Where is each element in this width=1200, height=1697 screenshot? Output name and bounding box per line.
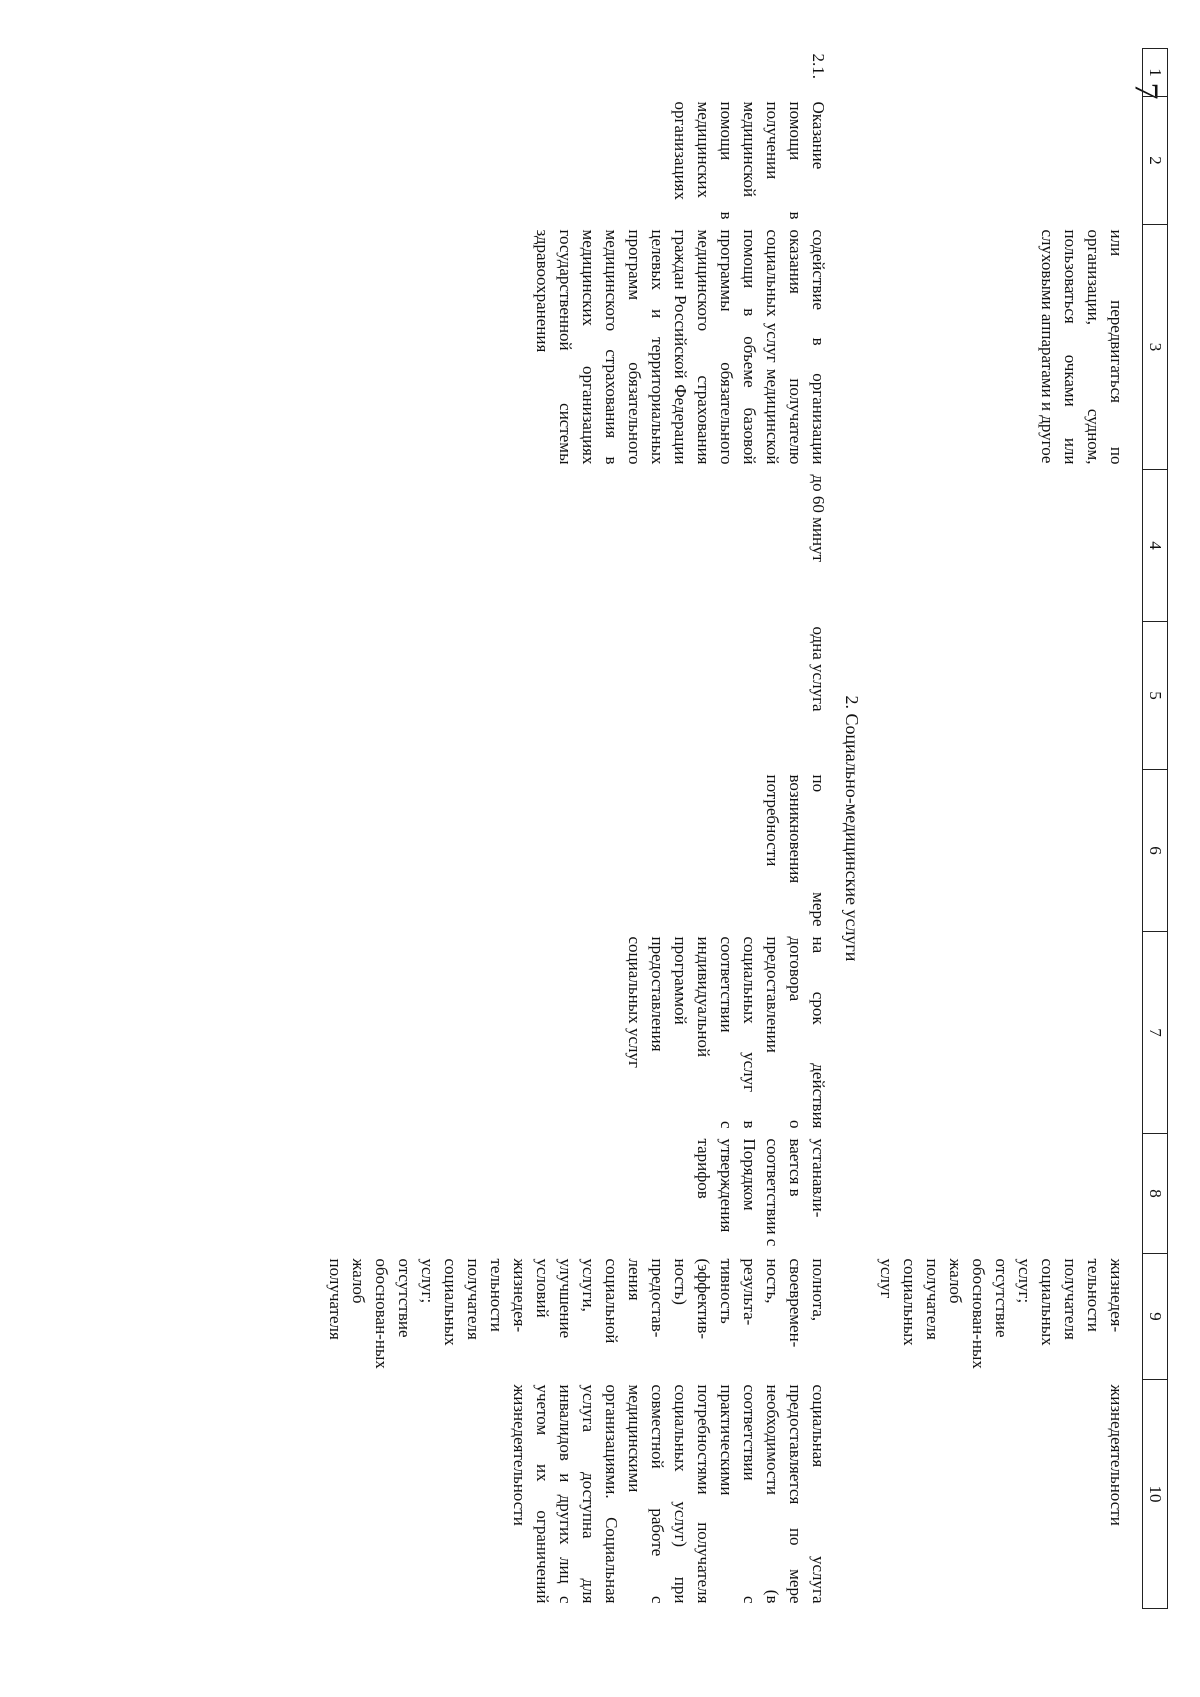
header-row (1143, 49, 1168, 1609)
cont-quality: жизнедея-тельности получателя социальных услуг; отсутствие обоснован-ных жалоб получателя социальных услуг (877, 1258, 1126, 1369)
rotated-table-sheet (108, 48, 1168, 1608)
cont-col-8 (875, 1134, 1128, 1254)
cont-col-5 (875, 622, 1128, 770)
header-col-5: 5 (1143, 622, 1168, 770)
service-quality: полнота, своевремен-ность, результа-тивность (эффектив-ность) предостав-ления социальной услуги, улучшение условий жизнедея-тельности получателя социальных услуг; отсутствие обоснован-ных жалоб получателя (326, 1258, 828, 1369)
service-name: Оказание помощи в получении медицинской помощи в медицинских организациях (671, 101, 828, 220)
header-col-10: 10 (1143, 1380, 1168, 1609)
section-title: 2. Социально-медицинские услуги (842, 695, 862, 962)
service-unit: одна услуга (809, 626, 828, 712)
service-tariff: устанавли-вается в соответствии с Порядком утверждения тарифов (694, 1138, 828, 1247)
cont-conditions: жизнедеятельности (1107, 1384, 1126, 1526)
service-frequency: по мере возникновения потребности (763, 774, 828, 927)
header-col-4: 4 (1143, 470, 1168, 622)
section-row (830, 49, 875, 1609)
cont-col-4 (875, 470, 1128, 622)
service-conditions: социальная услуга предоставляется по мере необходимости (в соответствии с практическими потребностями получателя социальных услуг) при совместной работе с медицинскими организациями. Социальная услуга доступна для инвалидов и других лиц с учетом их ограничений жизнедеятельности (510, 1384, 828, 1604)
service-term: на срок действия договора о предоставлении социальных услуг в соответствии с индивидуальной программой предоставления социальных услуг (625, 936, 828, 1129)
header-col-3: 3 (1143, 225, 1168, 470)
header-col-6: 6 (1143, 770, 1168, 932)
service-number: 2.1. (809, 53, 828, 79)
continuation-row (875, 49, 1128, 1609)
header-col-1: 1 (1143, 49, 1168, 97)
services-table (324, 48, 1168, 1609)
cont-description: или передвигаться по организации, судном, пользоваться очками или слуховыми аппаратами и другое (1038, 229, 1126, 465)
cont-col-7 (875, 932, 1128, 1134)
spacer (1128, 49, 1143, 1609)
header-col-2: 2 (1143, 97, 1168, 225)
cont-col-6 (875, 770, 1128, 932)
service-row (324, 49, 830, 1609)
header-col-8: 8 (1143, 1134, 1168, 1254)
cont-col-2 (875, 97, 1128, 225)
header-col-7: 7 (1143, 932, 1168, 1134)
service-duration: до 60 минут (809, 474, 828, 563)
service-description: содействие в организации оказания получателю социальных услуг медицинской помощи в объеме базовой программы обязательного медицинского страхования граждан Российской Федерации целевых и территориальных программ обязательного медицинского страхования в медицинских организациях государственной системы здравоохранения (533, 229, 828, 465)
page-number: 7 (1127, 82, 1165, 100)
cont-col-1 (875, 49, 1128, 97)
header-col-9: 9 (1143, 1254, 1168, 1380)
